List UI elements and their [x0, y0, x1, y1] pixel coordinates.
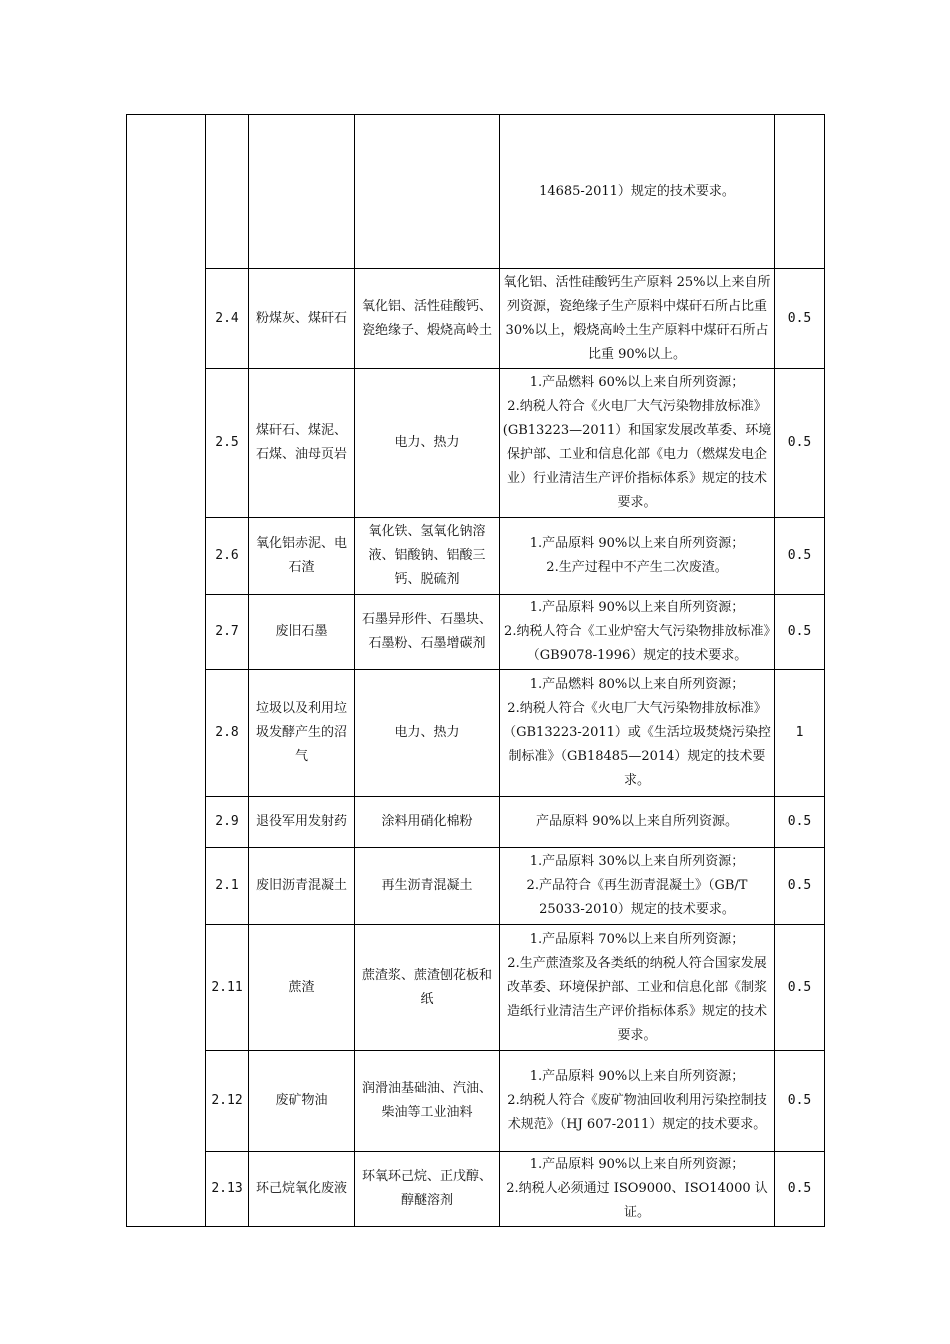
- requirement-line: 2.生产蔗渣浆及各类纸的纳税人符合国家发展改革委、环境保护部、工业和信息化部《制浆造纸行业清洁生产评价指标体系》规定的技术要求。: [506, 955, 767, 1043]
- product-cell: 氧化铁、氢氧化钠溶液、铝酸钠、铝酸三钙、脱硫剂: [355, 518, 500, 595]
- requirement-line: 2.纳税人符合《火电厂大气污染物排放标准》（GB13223-2011）或《生活垃圾焚烧污染控制标准》（GB18485—2014）规定的技术要求。: [503, 701, 771, 788]
- resource-cell: 煤矸石、煤泥、石煤、油母页岩: [249, 369, 355, 518]
- item-number: 2.7: [206, 595, 249, 670]
- ratio-cell: 0.5: [775, 1051, 825, 1152]
- resource-cell: 垃圾以及利用垃圾发酵产生的沼气: [249, 670, 355, 797]
- table-row: [127, 518, 825, 595]
- product-cell: 氧化铝、活性硅酸钙、瓷绝缘子、煅烧高岭土: [355, 269, 500, 369]
- resource-cell: 粉煤灰、煤矸石: [249, 269, 355, 369]
- product-cell: 电力、热力: [355, 670, 500, 797]
- requirement-cell: [500, 595, 775, 670]
- resource-cell: 氧化铝赤泥、电石渣: [249, 518, 355, 595]
- table-row: [127, 848, 825, 925]
- item-number: 2.6: [206, 518, 249, 595]
- requirement-line: 1.产品原料 90%以上来自所列资源；: [529, 1069, 745, 1084]
- requirement-line: 1.产品燃料 60%以上来自所列资源；: [529, 375, 745, 390]
- resource-table: [126, 114, 825, 1227]
- requirement-line: 2.纳税人符合《废矿物油回收利用污染控制技术规范》（HJ 607-2011）规定的技术要求。: [507, 1093, 767, 1132]
- ratio-cell: 0.5: [775, 595, 825, 670]
- requirement-cell: [500, 925, 775, 1051]
- requirement-line: 2.产品符合《再生沥青混凝土》（GB/T 25033-2010）规定的技术要求。: [526, 878, 748, 917]
- resource-cell: 废旧沥青混凝土: [249, 848, 355, 925]
- requirement-line: 2.纳税人符合《火电厂大气污染物排放标准》(GB13223—2011）和国家发展改革委、环境保护部、工业和信息化部《电力（燃煤发电企业）行业清洁生产评价指标体系》规定的技术要求。: [502, 399, 772, 510]
- product-cell: 涂料用硝化棉粉: [355, 797, 500, 848]
- requirement-line: 1.产品原料 90%以上来自所列资源；: [529, 1157, 745, 1172]
- product-cell: 电力、热力: [355, 369, 500, 518]
- product-cell: [355, 115, 500, 269]
- resource-cell: 废矿物油: [249, 1051, 355, 1152]
- table-row: [127, 925, 825, 1051]
- requirement-cell: [500, 670, 775, 797]
- product-cell: 环氧环己烷、正戊醇、醇醚溶剂: [355, 1152, 500, 1227]
- requirement-cell: [500, 269, 775, 369]
- requirement-cell: [500, 518, 775, 595]
- product-cell: 石墨异形件、石墨块、石墨粉、石墨增碳剂: [355, 595, 500, 670]
- item-number: [206, 115, 249, 269]
- ratio-cell: 0.5: [775, 797, 825, 848]
- requirement-line: 1.产品原料 70%以上来自所列资源；: [529, 931, 745, 947]
- resource-cell: [249, 115, 355, 269]
- ratio-cell: 0.5: [775, 1152, 825, 1227]
- item-number: 2.8: [206, 670, 249, 797]
- resource-cell: 环己烷氧化废液: [249, 1152, 355, 1227]
- requirement-line: 氧化铝、活性硅酸钙生产原料 25%以上来自所列资源，瓷绝缘子生产原料中煤矸石所占比重 30%以上，煅烧高岭土生产原料中煤矸石所占比重 90%以上。: [503, 274, 771, 362]
- requirement-line: 1.产品燃料 80%以上来自所列资源；: [529, 677, 745, 692]
- requirement-cell: [500, 369, 775, 518]
- product-cell: 蔗渣浆、蔗渣刨花板和纸: [355, 925, 500, 1051]
- table-row: [127, 115, 825, 269]
- requirement-cell: [500, 1152, 775, 1227]
- table-row: [127, 1051, 825, 1152]
- resource-cell: 废旧石墨: [249, 595, 355, 670]
- table-row: [127, 670, 825, 797]
- item-number: 2.4: [206, 269, 249, 369]
- ratio-cell: 1: [775, 670, 825, 797]
- requirement-line: 1.产品原料 30%以上来自所列资源；: [529, 854, 745, 869]
- resource-cell: 退役军用发射药: [249, 797, 355, 848]
- category-cell: [127, 115, 206, 1227]
- requirement-cell: [500, 115, 775, 269]
- requirement-line: 2.纳税人必须通过 ISO9000、ISO14000 认证。: [506, 1181, 768, 1220]
- table-row: [127, 269, 825, 369]
- item-number: 2.1: [206, 848, 249, 925]
- table-row: [127, 369, 825, 518]
- table-row: [127, 1152, 825, 1227]
- item-number: 2.13: [206, 1152, 249, 1227]
- item-number: 2.12: [206, 1051, 249, 1152]
- product-cell: 再生沥青混凝土: [355, 848, 500, 925]
- ratio-cell: [775, 115, 825, 269]
- item-number: 2.9: [206, 797, 249, 848]
- requirement-line: 产品原料 90%以上来自所列资源。: [535, 814, 739, 829]
- table-body: [127, 115, 825, 1227]
- requirement-cell: [500, 848, 775, 925]
- item-number: 2.11: [206, 925, 249, 1051]
- ratio-cell: 0.5: [775, 269, 825, 369]
- ratio-cell: 0.5: [775, 369, 825, 518]
- table-row: [127, 797, 825, 848]
- requirement-line: 1.产品原料 90%以上来自所列资源；: [529, 600, 745, 615]
- ratio-cell: 0.5: [775, 848, 825, 925]
- resource-cell: 蔗渣: [249, 925, 355, 1051]
- table-row: [127, 595, 825, 670]
- requirement-line: 2.纳税人符合《工业炉窑大气污染物排放标准》（GB9078-1996）规定的技术要求。: [504, 624, 770, 663]
- requirement-line: 1.产品原料 90%以上来自所列资源；: [529, 536, 745, 551]
- requirement-line: 2.生产过程中不产生二次废渣。: [546, 560, 728, 575]
- requirement-cell: [500, 797, 775, 848]
- ratio-cell: 0.5: [775, 925, 825, 1051]
- requirement-line: 14685-2011）规定的技术要求。: [539, 183, 735, 199]
- item-number: 2.5: [206, 369, 249, 518]
- requirement-cell: [500, 1051, 775, 1152]
- product-cell: 润滑油基础油、汽油、柴油等工业油料: [355, 1051, 500, 1152]
- ratio-cell: 0.5: [775, 518, 825, 595]
